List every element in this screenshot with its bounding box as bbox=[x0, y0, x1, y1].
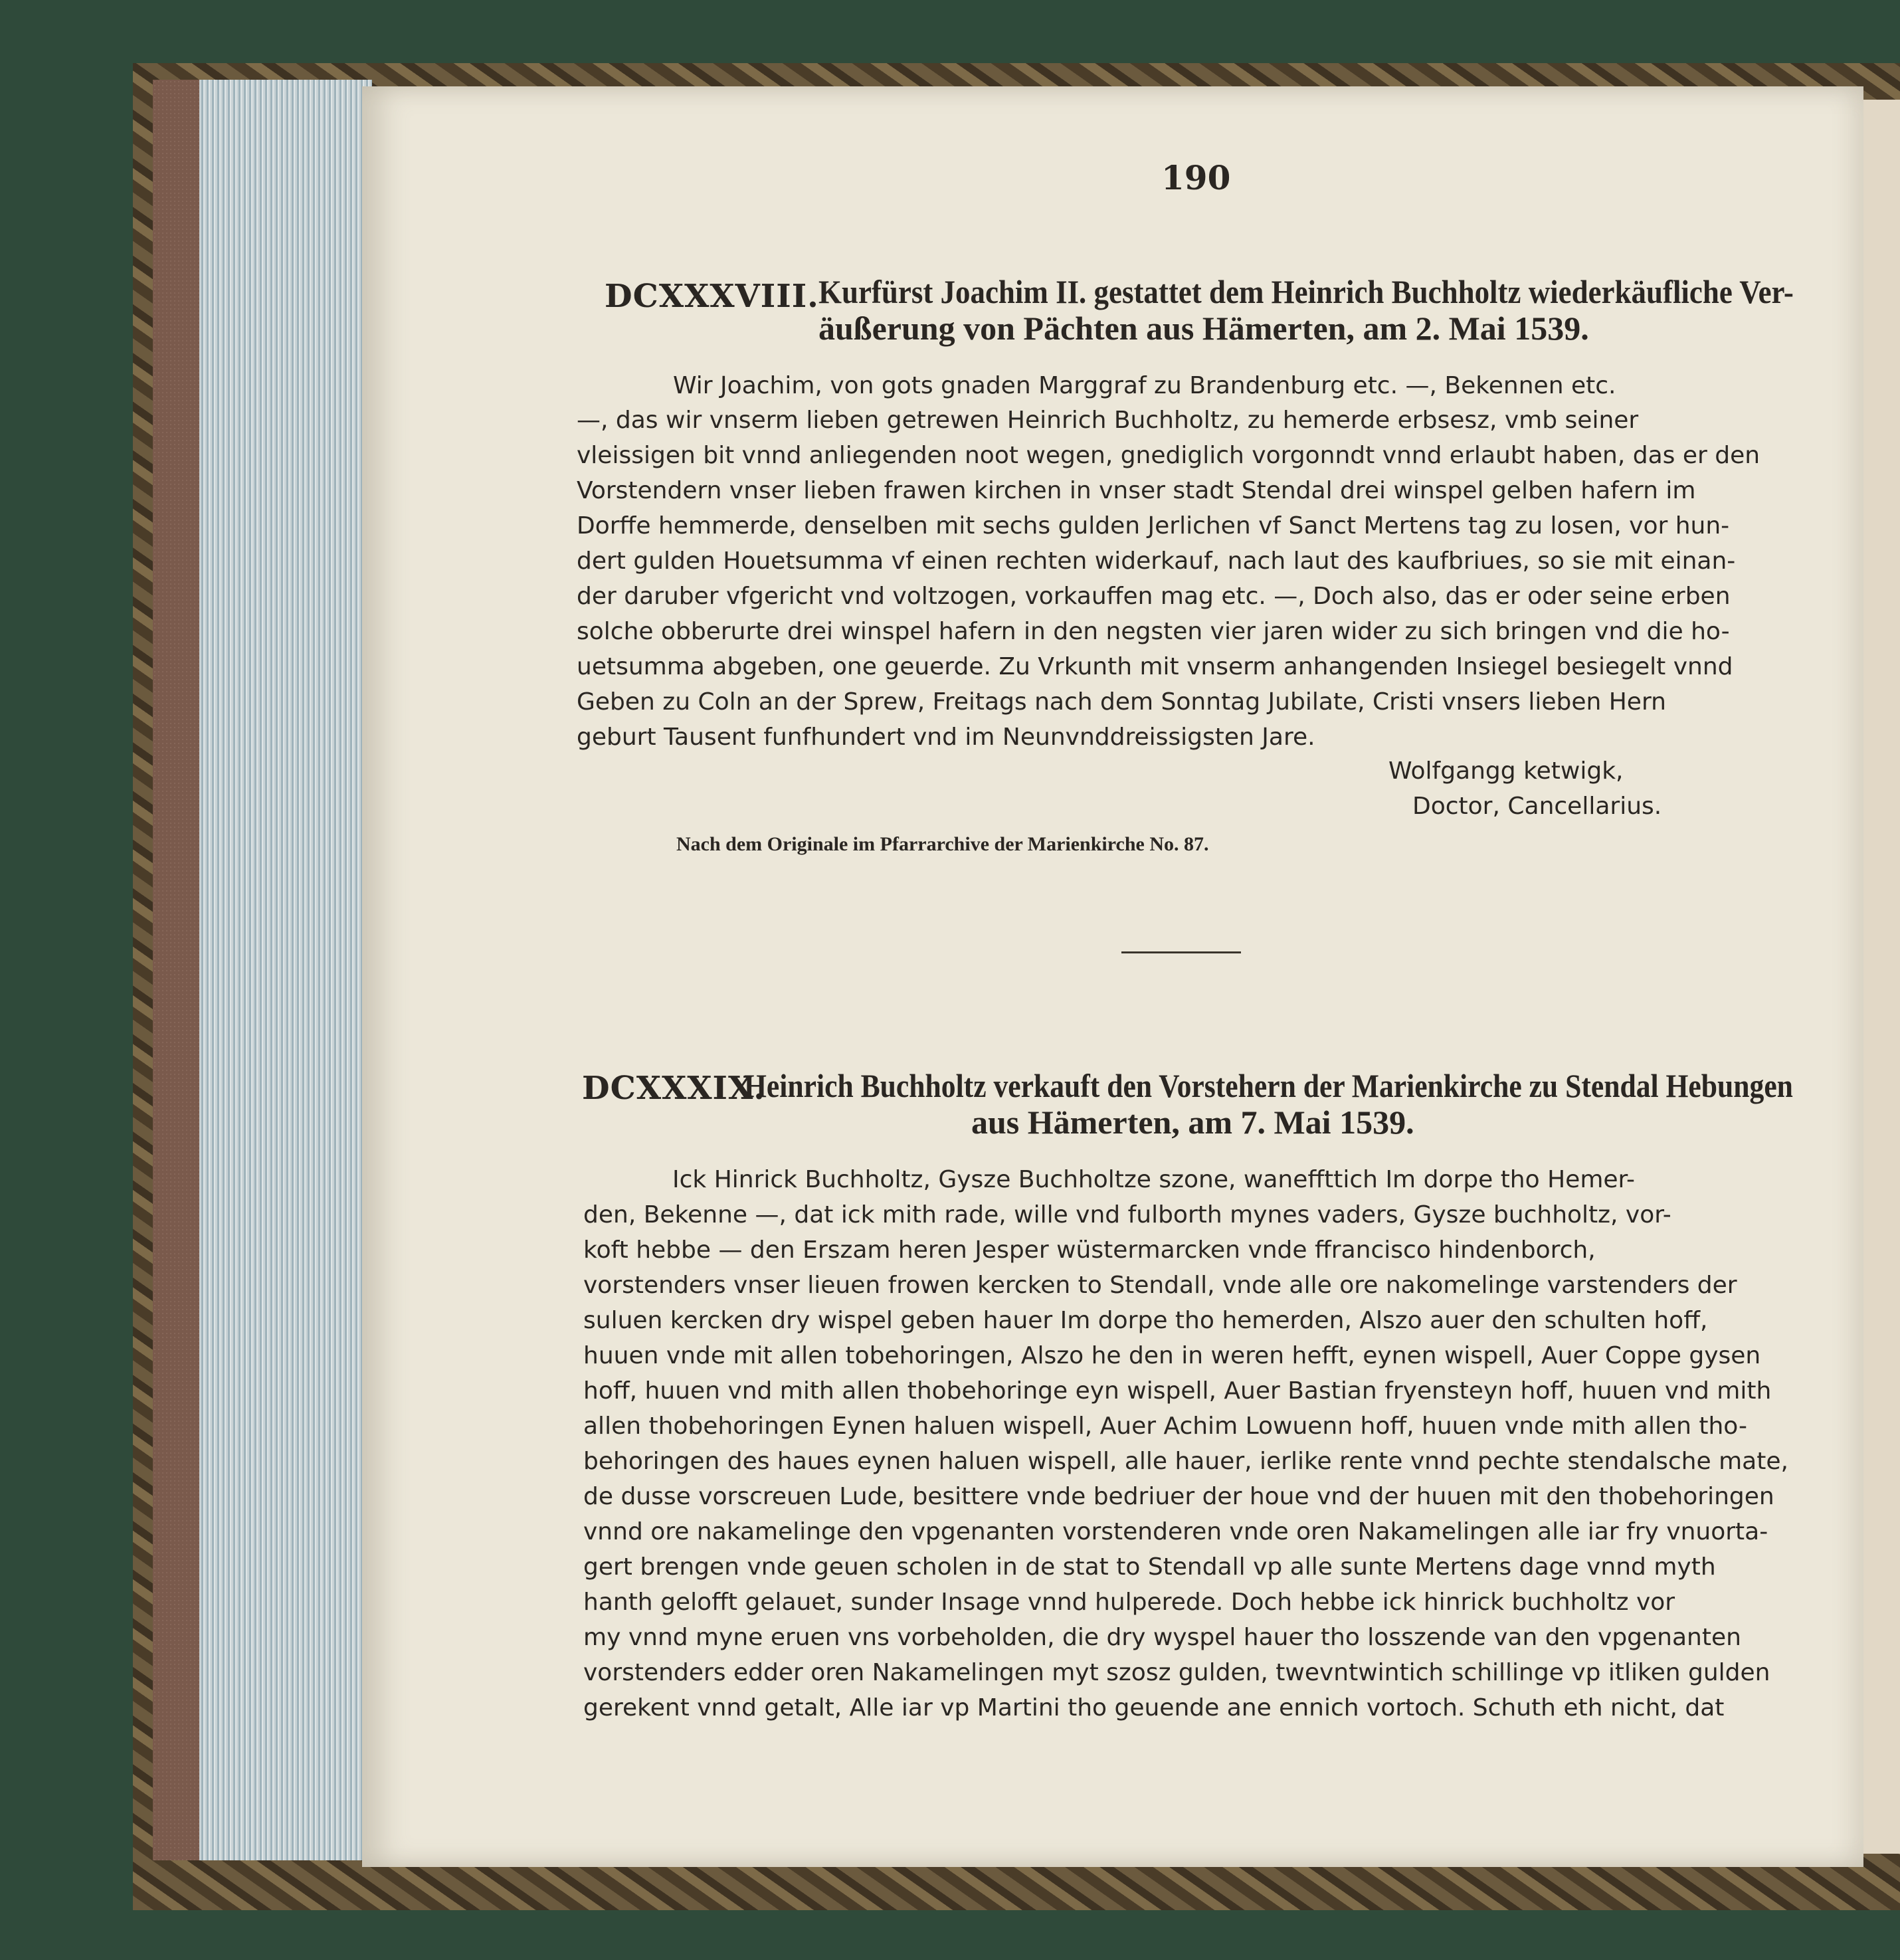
body-line: Vorstendern vnser lieben frawen kirchen in vnser stadt Stendal drei winspel gelben hafern im bbox=[577, 477, 1696, 504]
body-line: Dorffe hemmerde, denselben mit sechs gulden Jerlichen vf Sanct Mertens tag zu losen, vor hun- bbox=[577, 512, 1730, 539]
body-line: vorstenders edder oren Nakamelingen myt szosz gulden, twevntwintich schillinge vp itliken gulden bbox=[583, 1659, 1770, 1686]
body-line: geburt Tausent funfhundert vnd im Neunvnddreissigsten Jare. bbox=[577, 724, 1315, 751]
body-line: behoringen des haues eynen haluen wispell, alle hauer, ierlike rente vnnd pechte stendalsche mate, bbox=[583, 1448, 1788, 1475]
facing-page-edge bbox=[1863, 100, 1900, 1854]
body-line: solche obberurte drei winspel hafern in den negsten vier jaren wider zu sich bringen vnd die ho- bbox=[577, 618, 1730, 645]
document-number: DCXXXVIII. bbox=[605, 278, 819, 315]
body-line: koft hebbe — den Erszam heren Jesper wüstermarcken vnde ffrancisco hindenborch, bbox=[583, 1236, 1596, 1264]
page-edges bbox=[199, 80, 372, 1860]
body-line: hoff, huuen vnd mith allen thobehoringe eyn wispell, Auer Bastian fryensteyn hoff, huuen vnd mith bbox=[583, 1377, 1772, 1405]
body-line: —, das wir vnserm lieben getrewen Heinrich Buchholtz, zu hemerde erbsesz, vmb seiner bbox=[577, 407, 1639, 434]
page-number: 190 bbox=[1161, 158, 1231, 197]
body-line: vorstenders vnser lieuen frowen kercken to Stendall, vnde alle ore nakomelinge varstenders der bbox=[583, 1272, 1737, 1299]
body-line: my vnnd myne eruen vns vorbeholden, die dry wyspel hauer tho losszende van den vpgenanten bbox=[583, 1624, 1741, 1651]
document-number: DCXXXIX. bbox=[582, 1070, 765, 1107]
body-line: Ick Hinrick Buchholtz, Gysze Buchholtze szone, waneffttich Im dorpe tho Hemer- bbox=[672, 1166, 1636, 1193]
body-line: huuen vnde mit allen tobehoringen, Alszo he den in weren hefft, eynen wispell, Auer Coppe gysen bbox=[583, 1342, 1761, 1369]
body-line: uetsumma abgeben, one geuerde. Zu Vrkunth mit vnserm anhangenden Insiegel besiegelt vnnd bbox=[577, 653, 1733, 680]
body-line: der daruber vfgericht vnd voltzogen, vorkauffen mag etc. —, Doch also, das er oder seine erben bbox=[577, 583, 1731, 610]
document-heading: aus Hämerten, am 7. Mai 1539. bbox=[971, 1104, 1414, 1141]
body-line: dert gulden Houetsumma vf einen rechten widerkauf, nach laut des kaufbriues, so sie mit einan- bbox=[577, 547, 1736, 575]
body-line: de dusse vorscreuen Lude, besittere vnde bedriuer der houe vnd der huuen mit den thobehoringen bbox=[583, 1483, 1774, 1510]
source-note: Nach dem Originale im Pfarrarchive der Marienkirche No. 87. bbox=[676, 833, 1209, 855]
body-line: vleissigen bit vnnd anliegenden noot wegen, gnediglich vorgonndt vnnd erlaubt haben, das er den bbox=[577, 442, 1760, 469]
section-divider bbox=[1121, 951, 1241, 953]
body-line: allen thobehoringen Eynen haluen wispell, Auer Achim Lowuenn hoff, huuen vnde mith allen tho- bbox=[583, 1413, 1747, 1440]
signature-name: Wolfgangg ketwigk, bbox=[1388, 757, 1624, 785]
document-heading: äußerung von Pächten aus Hämerten, am 2. Mai 1539. bbox=[818, 310, 1589, 347]
body-line: gert brengen vnde geuen scholen in de stat to Stendall vp alle sunte Mertens dage vnnd myth bbox=[583, 1553, 1716, 1581]
document-heading: Kurfürst Joachim II. gestattet dem Heinrich Buchholtz wiederkäufliche Ver- bbox=[818, 273, 1794, 310]
body-line: vnnd ore nakamelinge den vpgenanten vorstenderen vnde oren Nakamelingen alle iar fry vnuorta- bbox=[583, 1518, 1768, 1545]
body-line: den, Bekenne —, dat ick mith rade, wille vnd fulborth mynes vaders, Gysze buchholtz, vor- bbox=[583, 1201, 1671, 1228]
body-line: suluen kercken dry wispel geben hauer Im dorpe tho hemerden, Alszo auer den schulten hoff, bbox=[583, 1307, 1708, 1334]
body-line: gerekent vnnd getalt, Alle iar vp Martini tho geuende ane ennich vortoch. Schuth eth nicht, dat bbox=[583, 1694, 1725, 1721]
body-line: Geben zu Coln an der Sprew, Freitags nach dem Sonntag Jubilate, Cristi vnsers lieben Hern bbox=[577, 688, 1666, 716]
signature-title: Doctor, Cancellarius. bbox=[1412, 793, 1662, 820]
document-heading: Heinrich Buchholtz verkauft den Vorstehern der Marienkirche zu Stendal Hebungen bbox=[744, 1067, 1793, 1104]
body-line: Wir Joachim, von gots gnaden Marggraf zu Brandenburg etc. —, Bekennen etc. bbox=[673, 372, 1616, 399]
body-line: hanth gelofft gelauet, sunder Insage vnnd hulperede. Doch hebbe ick hinrick buchholtz vor bbox=[583, 1589, 1675, 1616]
